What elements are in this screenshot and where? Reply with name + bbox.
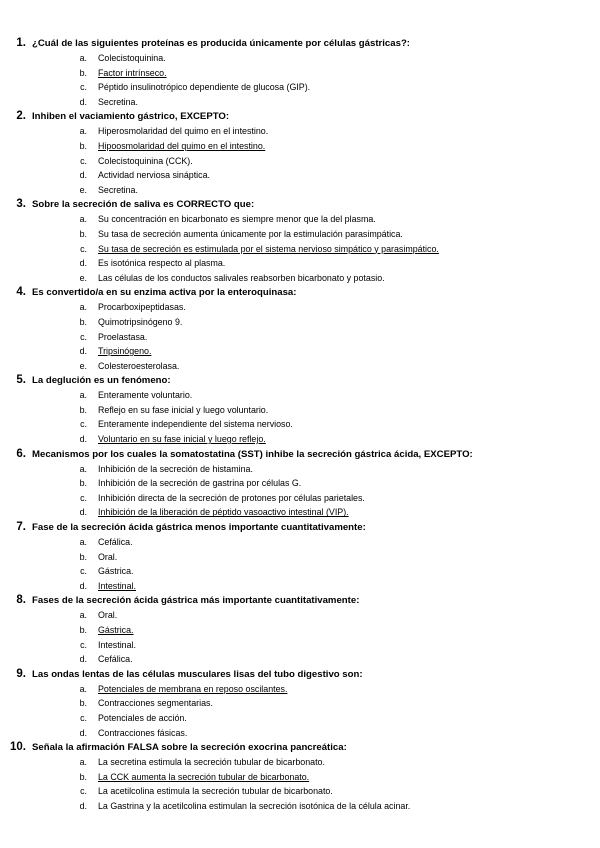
question-1 [0, 36, 600, 109]
option-text: Inhibición de la secreción de gastrina por células G. [98, 478, 302, 489]
question-number: 7. [16, 521, 26, 534]
option-text: Colecistoquinina. [98, 53, 166, 63]
option-letter: a. [79, 302, 87, 313]
option-letter: c. [80, 243, 87, 254]
answer-option [0, 711, 600, 726]
answer-option [0, 638, 600, 653]
question-7 [0, 520, 600, 593]
option-letter: c. [80, 639, 87, 650]
answer-option-correct [0, 682, 600, 697]
option-letter: d. [79, 580, 87, 591]
answer-option-correct [0, 344, 600, 359]
question-text: Las ondas lentas de las células musculares lisas del tubo digestivo son: [32, 668, 363, 680]
option-text: La CCK aumenta la secreción tubular de bicarbonato. [98, 771, 310, 782]
option-letter: e. [79, 360, 87, 371]
answer-option-correct [0, 770, 600, 785]
question-heading [0, 285, 600, 300]
option-letter: c. [80, 82, 87, 93]
question-number: 6. [16, 447, 26, 460]
question-heading [0, 447, 600, 462]
question-heading [0, 109, 600, 124]
option-letter: a. [79, 126, 87, 137]
option-text: Hipoosmolaridad del quimo en el intestino. [98, 140, 266, 151]
option-text: La secretina estimula la secreción tubular de bicarbonato. [98, 757, 325, 768]
option-text: Oral. [98, 610, 118, 621]
answer-option [0, 51, 600, 66]
option-text: Colesteroesterolasa. [98, 360, 180, 371]
question-2 [0, 109, 600, 197]
answer-option [0, 315, 600, 330]
answer-option [0, 799, 600, 814]
option-letter: b. [79, 478, 87, 489]
question-text: Mecanismos por los cuales la somatostatina (SST) inhibe la secreción gástrica ácida, EXCEPTO: [32, 448, 473, 460]
question-number: 10. [10, 741, 26, 754]
option-letter: d. [79, 258, 87, 269]
option-text: Reflejo en su fase inicial y luego voluntario. [98, 404, 269, 415]
question-number: 1. [16, 37, 26, 49]
answer-option [0, 652, 600, 667]
option-text: Colecistoquinina (CCK). [98, 155, 193, 166]
option-text: Actividad nerviosa sináptica. [98, 170, 210, 181]
option-text: Es isotónica respecto al plasma. [98, 258, 226, 269]
question-heading [0, 593, 600, 608]
option-letter: d. [79, 727, 87, 738]
option-letter: d. [79, 507, 87, 518]
answer-option [0, 183, 600, 198]
answer-option-correct [0, 242, 600, 257]
option-letter: c. [80, 786, 87, 797]
question-5 [0, 373, 600, 446]
question-heading [0, 667, 600, 682]
question-number: 8. [16, 594, 26, 607]
option-letter: b. [79, 625, 87, 635]
question-3 [0, 197, 600, 285]
answer-option [0, 271, 600, 286]
answer-option [0, 403, 600, 418]
option-text: Quimotripsinógeno 9. [98, 316, 183, 327]
option-text: Proelastasa. [98, 331, 148, 342]
option-letter: d. [79, 434, 87, 445]
option-text: Inhibición directa de la secreción de protones por células parietales. [98, 492, 365, 503]
option-letter: e. [79, 272, 87, 283]
option-letter: b. [79, 771, 87, 782]
option-text: Secretina. [98, 184, 138, 195]
option-text: Su concentración en bicarbonato es siempre menor que la del plasma. [98, 214, 376, 225]
answer-option [0, 80, 600, 95]
option-letter: c. [80, 331, 87, 342]
option-letter: d. [79, 170, 87, 181]
option-letter: a. [79, 537, 87, 548]
answer-option [0, 476, 600, 491]
option-text: Hiperosmolaridad del quimo en el intestino. [98, 126, 269, 137]
option-letter: d. [79, 800, 87, 811]
question-heading [0, 36, 600, 51]
option-text: Contracciones segmentarias. [98, 698, 213, 709]
option-text: Inhibición de la secreción de histamina. [98, 463, 253, 474]
answer-option-correct [0, 66, 600, 81]
option-text: Inhibición de la liberación de péptido vasoactivo intestinal (VIP). [98, 507, 349, 518]
answer-option [0, 168, 600, 183]
option-letter: a. [79, 757, 87, 768]
option-text: Factor intrínseco. [98, 67, 167, 78]
question-number: 2. [16, 110, 26, 123]
option-letter: a. [79, 53, 87, 63]
answer-option [0, 330, 600, 345]
option-letter: a. [79, 214, 87, 225]
answer-option [0, 726, 600, 741]
question-heading [0, 740, 600, 755]
answer-option [0, 227, 600, 242]
question-heading [0, 373, 600, 388]
question-text: Sobre la secreción de saliva es CORRECTO que: [32, 199, 255, 211]
answer-option [0, 784, 600, 799]
option-letter: a. [79, 683, 87, 694]
option-letter: a. [79, 610, 87, 621]
option-letter: b. [79, 67, 87, 78]
option-letter: d. [79, 96, 87, 107]
question-text: Inhiben el vaciamiento gástrico, EXCEPTO: [32, 111, 230, 123]
answer-option [0, 462, 600, 477]
answer-option-correct [0, 139, 600, 154]
answer-option [0, 124, 600, 139]
answer-option [0, 256, 600, 271]
option-text: Enteramente independiente del sistema nervioso. [98, 419, 293, 430]
option-text: Intestinal. [98, 639, 136, 650]
answer-option-correct [0, 623, 600, 638]
question-number: 3. [16, 198, 26, 211]
answer-option [0, 696, 600, 711]
option-text: Tripsinógeno. [98, 346, 152, 357]
question-text: La deglución es un fenómeno: [32, 375, 171, 387]
option-text: Intestinal. [98, 580, 136, 591]
option-text: Enteramente voluntario. [98, 390, 193, 401]
question-8 [0, 593, 600, 666]
option-text: Oral. [98, 551, 118, 562]
answer-option [0, 388, 600, 403]
option-text: Voluntario en su fase inicial y luego reflejo. [98, 434, 266, 445]
answer-option [0, 564, 600, 579]
option-letter: a. [79, 463, 87, 474]
question-10 [0, 740, 600, 813]
option-letter: b. [79, 228, 87, 239]
question-text: Señala la afirmación FALSA sobre la secreción exocrina pancreática: [32, 742, 347, 754]
question-9 [0, 667, 600, 740]
answer-option [0, 212, 600, 227]
answer-option [0, 608, 600, 623]
answer-option [0, 491, 600, 506]
option-text: Péptido insulinotrópico dependiente de glucosa (GIP). [98, 82, 311, 93]
option-letter: b. [79, 698, 87, 709]
option-letter: c. [80, 155, 87, 166]
question-6 [0, 447, 600, 520]
option-letter: c. [80, 419, 87, 430]
question-heading [0, 197, 600, 212]
option-letter: c. [80, 566, 87, 577]
option-text: Contracciones fásicas. [98, 727, 188, 738]
option-text: Secretina. [98, 96, 138, 107]
question-list [0, 36, 600, 814]
option-letter: a. [79, 390, 87, 401]
option-text: Potenciales de acción. [98, 712, 187, 723]
option-letter: b. [79, 404, 87, 415]
option-letter: b. [79, 551, 87, 562]
answer-option-correct [0, 579, 600, 594]
option-text: La Gastrina y la acetilcolina estimulan la secreción isotónica de la célula acinar. [98, 800, 411, 811]
answer-option-correct [0, 432, 600, 447]
answer-option [0, 300, 600, 315]
answer-option [0, 417, 600, 432]
option-letter: b. [79, 316, 87, 327]
option-letter: c. [80, 492, 87, 503]
question-heading [0, 520, 600, 535]
answer-option [0, 95, 600, 110]
option-text: Gástrica. [98, 625, 134, 635]
option-text: Procarboxipeptidasas. [98, 302, 186, 313]
answer-option [0, 154, 600, 169]
question-text: Es convertido/a en su enzima activa por la enteroquinasa: [32, 287, 297, 299]
question-text: ¿Cuál de las siguientes proteínas es producida únicamente por células gástricas?: [32, 38, 410, 49]
option-letter: e. [79, 184, 87, 195]
option-text: Cefálica. [98, 537, 133, 548]
question-number: 4. [16, 286, 26, 299]
option-letter: d. [79, 654, 87, 665]
answer-option [0, 550, 600, 565]
option-letter: d. [79, 346, 87, 357]
answer-option [0, 359, 600, 374]
option-letter: c. [80, 712, 87, 723]
question-4 [0, 285, 600, 373]
answer-option [0, 535, 600, 550]
option-text: Gástrica. [98, 566, 134, 577]
option-text: Las células de los conductos salivales reabsorben bicarbonato y potasio. [98, 272, 385, 283]
option-text: Potenciales de membrana en reposo oscilantes. [98, 683, 288, 694]
question-text: Fases de la secreción ácida gástrica más importante cuantitativamente: [32, 595, 360, 607]
option-letter: b. [79, 140, 87, 151]
question-number: 9. [16, 667, 26, 680]
option-text: La acetilcolina estimula la secreción tubular de bicarbonato. [98, 786, 333, 797]
option-text: Su tasa de secreción es estimulada por el sistema nervioso simpático y parasimpático. [98, 243, 439, 254]
question-text: Fase de la secreción ácida gástrica menos importante cuantitativamente: [32, 522, 366, 534]
option-text: Cefálica. [98, 654, 133, 665]
answer-option-correct [0, 505, 600, 520]
answer-option [0, 755, 600, 770]
question-number: 5. [16, 374, 26, 387]
option-text: Su tasa de secreción aumenta únicamente por la estimulación parasimpática. [98, 228, 403, 239]
